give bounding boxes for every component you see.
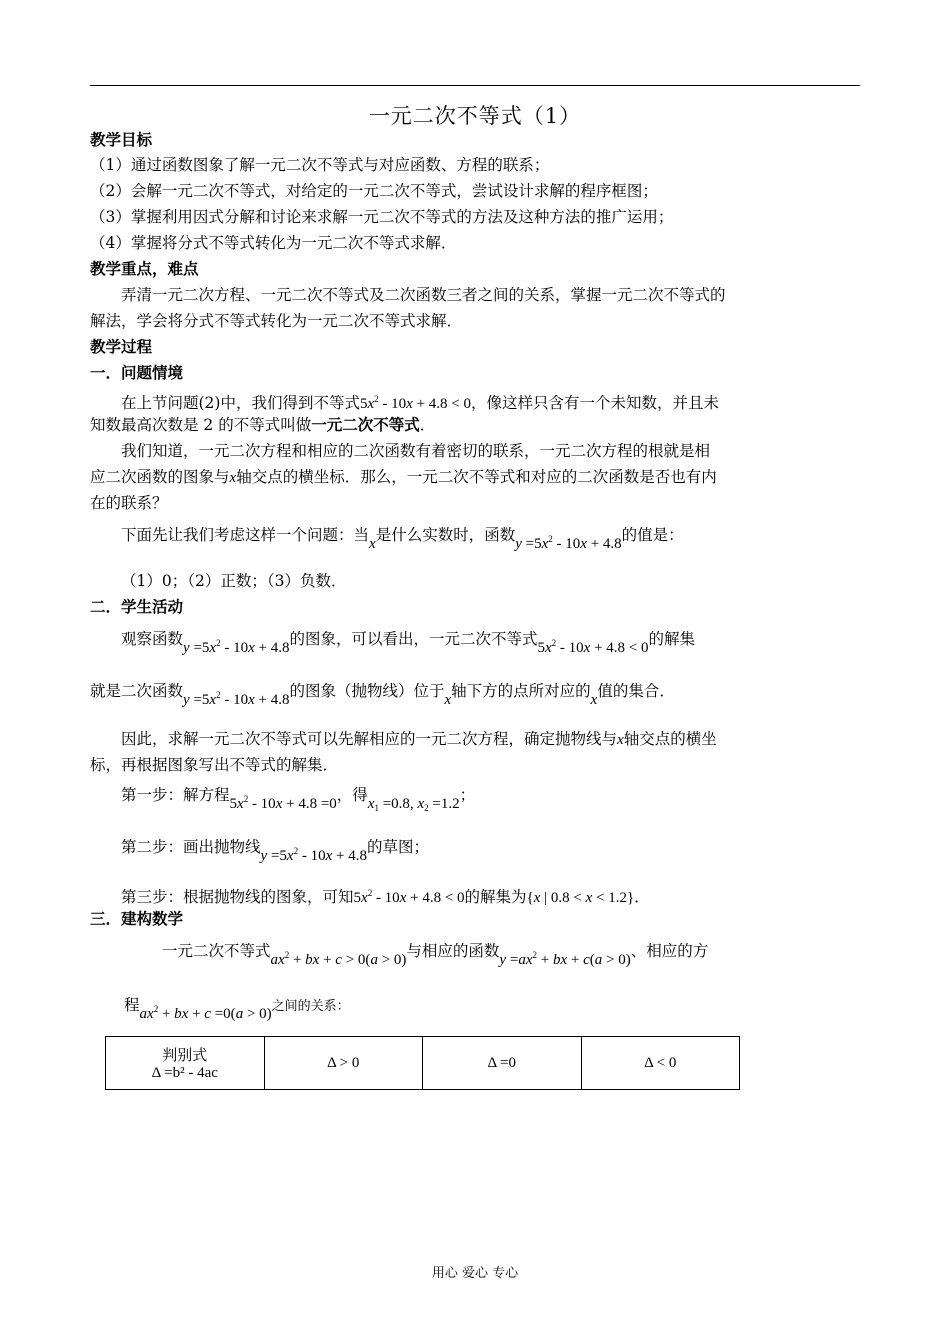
step-1: 第一步：解方程$5x^2 - 10x + 4.8 =0$，得$x_1 =0.8$, $x_2 =1.2$； — [121, 786, 476, 813]
section2-paragraph: 标，再根据图象写出不等式的解集． — [90, 756, 339, 774]
objectives-heading: 教学目标 — [90, 131, 153, 149]
section1-paragraph: 在的联系？ — [90, 494, 168, 512]
section1-paragraph: 在上节问题(2)中，我们得到不等式$5x^2 - 10x + 4.8 < 0$，像这样只含有一个未知数，并且未 — [121, 394, 719, 412]
section3-heading: 三．建构数学 — [90, 910, 184, 928]
step-2: 第二步：画出抛物线$y =5x^2 - 10x + 4.8$的草图； — [121, 838, 429, 864]
keypoints-text: 弄清一元二次方程、一元二次不等式及二次函数三者之间的关系，掌握一元二次不等式的 — [121, 286, 726, 304]
objective-item: （3）掌握利用因式分解和讨论来求解一元二次不等式的方法及这种方法的推广运用； — [90, 208, 674, 226]
general-inequality: $ax^2$ + bx + c > 0(a > 0) — [270, 950, 407, 968]
discriminant-label: 判别式 — [162, 1046, 208, 1064]
section1-paragraph: 我们知道，一元二次方程和相应的二次函数有着密切的联系，一元二次方程的根就是相 — [121, 442, 711, 460]
x-variable: x — [590, 692, 598, 708]
inequality-formula: $5x^2 - 10x + 4.8 < 0$ — [359, 394, 471, 412]
keypoints-text: 解法，学会将分式不等式转化为一元二次不等式求解． — [90, 312, 463, 330]
section1-paragraph: 下面先让我们考虑这样一个问题：当x是什么实数时，函数$y =5x^2 - 10x + 4.8$的值是： — [121, 526, 684, 552]
table-header-cell — [106, 1037, 265, 1090]
document-page — [90, 0, 860, 1344]
delta-negative-cell: Δ < 0 — [581, 1037, 740, 1090]
objective-item: （1）通过函数图象了解一元二次不等式与对应函数、方程的联系； — [90, 156, 550, 174]
section1-paragraph: 应二次函数的图象与x轴交点的横坐标．那么，一元二次不等式和对应的二次函数是否也有内 — [90, 468, 717, 486]
objective-item: （2）会解一元二次不等式，对给定的一元二次不等式，尝试设计求解的程序框图； — [90, 182, 658, 200]
general-function: $y =ax^2$ + bx + c(a > 0) — [499, 950, 631, 968]
section2-heading: 二．学生活动 — [90, 598, 184, 616]
key-term: 一元二次不等式 — [311, 415, 420, 434]
x-variable: x — [229, 470, 237, 486]
section2-paragraph: 观察函数$y =5x^2 - 10x + 4.8$的图象，可以看出，一元二次不等式$5x^2 - 10x + 4.8 < 0$的解集 — [121, 630, 696, 656]
section2-paragraph: 因此，求解一元二次不等式可以先解相应的一元二次方程，确定抛物线与x轴交点的横坐 — [121, 730, 717, 748]
inequality-formula: $5x^2 - 10x + 4.8 < 0$ — [537, 638, 649, 656]
discriminant-formula: Δ =b² - 4ac — [151, 1065, 218, 1081]
discriminant-table — [105, 1036, 740, 1090]
table-row — [106, 1037, 740, 1090]
section1-heading: 一．问题情境 — [90, 364, 184, 382]
x-variable: x — [369, 536, 376, 552]
solution-set: {x | 0.8 < x < 1.2} — [526, 890, 635, 906]
x-variable: x — [617, 732, 624, 748]
page-footer: 用心 爱心 专心 — [431, 1266, 519, 1281]
objective-item: （4）掌握将分式不等式转化为一元二次不等式求解． — [90, 234, 457, 252]
function-formula: $y =5x^2 - 10x + 4.8$ — [183, 690, 290, 708]
delta-positive-cell: Δ > 0 — [264, 1037, 423, 1090]
delta-zero-cell: Δ =0 — [423, 1037, 582, 1090]
equation-formula: $5x^2 - 10x + 4.8 =0$ — [229, 794, 337, 812]
x-variable: x — [444, 692, 452, 708]
section2-paragraph: 就是二次函数$y =5x^2 - 10x + 4.8$的图象（抛物线）位于x轴下方的点所对应的x值的集合． — [90, 682, 675, 708]
section1-paragraph: 知数最高次数是 2 的不等式叫做一元二次不等式． — [90, 415, 436, 434]
step-3: 第三步：根据抛物线的图象，可知$5x^2 - 10x + 4.8 < 0$的解集为{x | 0.8 < x < 1.2}． — [121, 888, 650, 906]
inequality-formula: $5x^2 - 10x + 4.8 < 0$ — [353, 888, 465, 906]
general-equation: $ax^2$ + bx + c =0(a > 0) — [139, 1004, 272, 1022]
section3-paragraph: 一元二次不等式$ax^2$ + bx + c > 0(a > 0)与相应的函数$y =ax^2$ + bx + c(a > 0)、相应的方 — [162, 942, 709, 968]
function-formula: $y =5x^2 - 10x + 4.8$ — [183, 638, 290, 656]
roots-formula: $x_1 =0.8$, $x_2 =1.2$ — [367, 796, 460, 813]
function-formula: $y =5x^2 - 10x + 4.8$ — [260, 846, 367, 864]
section3-paragraph: 程$ax^2$ + bx + c =0(a > 0)之间的关系： — [124, 996, 350, 1022]
top-rule — [90, 85, 860, 86]
section1-paragraph: （1）0；（2）正数；（3）负数． — [121, 572, 347, 590]
process-heading: 教学过程 — [90, 338, 153, 356]
function-formula: $y =5x^2 - 10x + 4.8$ — [515, 534, 622, 552]
keypoints-heading: 教学重点，难点 — [90, 260, 199, 278]
page-title: 一元二次不等式（1） — [368, 104, 582, 128]
